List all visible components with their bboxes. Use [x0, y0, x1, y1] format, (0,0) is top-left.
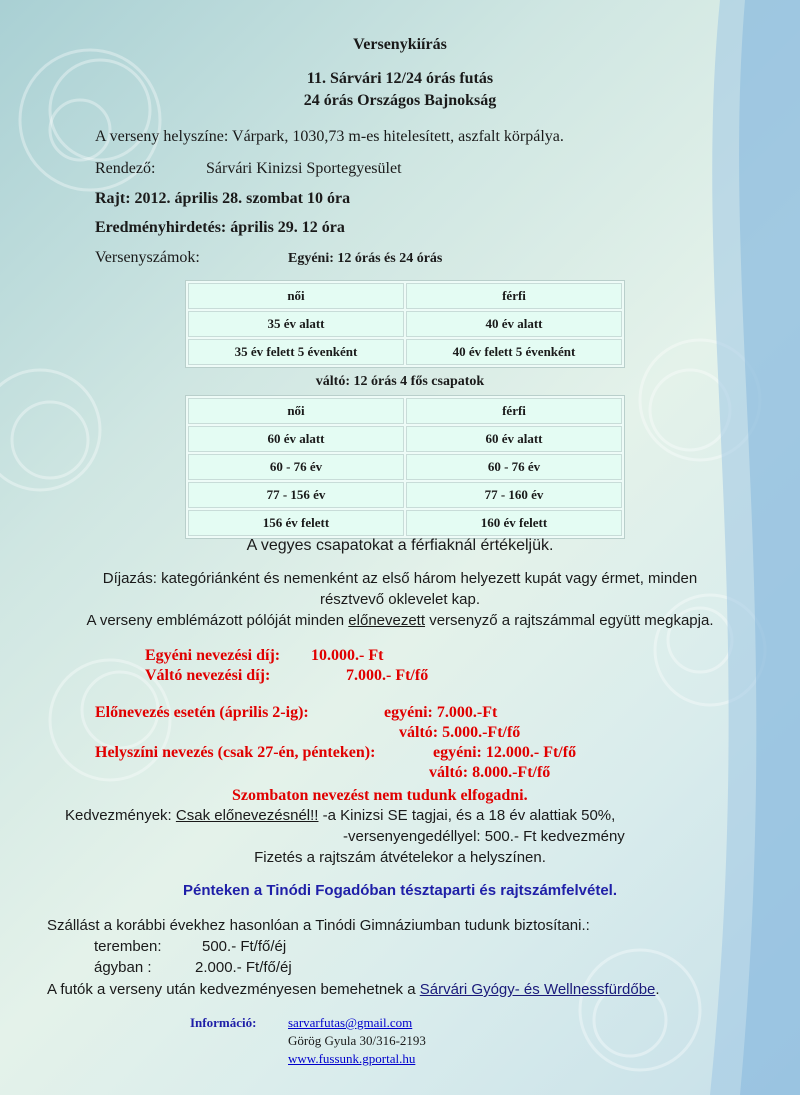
table-cell: 77 - 156 év — [188, 482, 404, 508]
onsite-registration-individual: egyéni: 12.000.- Ft/fő — [433, 744, 577, 761]
table-cell: 40 év felett 5 évenként — [406, 339, 622, 365]
table-row — [188, 283, 622, 309]
shirt-note — [0, 612, 800, 629]
spa-note — [47, 981, 660, 998]
spa-note-pre: A futók a verseny után kedvezményesen bemehetnek a — [47, 981, 420, 998]
organizer-name: Sárvári Kinizsi Sportegyesület — [206, 160, 402, 177]
relay-category-table — [185, 395, 625, 539]
table-row — [188, 311, 622, 337]
table-cell: női — [188, 398, 404, 424]
table-cell: 35 év felett 5 évenként — [188, 339, 404, 365]
individual-heading: Egyéni: 12 órás és 24 órás — [288, 251, 443, 266]
pre-registration-label: Előnevezés esetén (április 2-ig): — [95, 704, 309, 721]
relay-heading: váltó: 12 órás 4 fős csapatok — [315, 374, 485, 389]
discounts-line-2: -versenyengedéllyel: 500.- Ft kedvezmény — [343, 828, 625, 845]
table-cell: 40 év alatt — [406, 311, 622, 337]
info-contact: Görög Gyula 30/316-2193 — [288, 1033, 426, 1048]
accommodation-text: Szállást a korábbi évekhez hasonlóan a Tinódi Gimnáziumban tudunk biztosítani.: — [47, 917, 590, 934]
organizer-label: Rendező: — [95, 160, 156, 177]
onsite-registration-label: Helyszíni nevezés (csak 27-én, pénteken): — [95, 744, 376, 761]
table-cell: női — [188, 283, 404, 309]
individual-fee-value: 10.000.- Ft — [311, 647, 384, 664]
table-cell: férfi — [406, 398, 622, 424]
spa-link[interactable]: Sárvári Gyógy- és Wellnessfürdőbe — [419, 981, 656, 998]
table-cell: 60 év alatt — [406, 426, 622, 452]
page-title: Versenykiírás — [353, 36, 447, 53]
table-row — [188, 510, 622, 536]
spa-note-post: . — [655, 981, 660, 998]
venue-text: A verseny helyszíne: Várpark, 1030,73 m-es hitelesített, aszfalt körpálya. — [95, 128, 564, 145]
individual-fee-label: Egyéni nevezési díj: — [145, 647, 281, 664]
individual-category-table — [185, 280, 625, 368]
room-label: teremben: — [94, 938, 162, 955]
onsite-registration-relay: váltó: 8.000.-Ft/fő — [429, 764, 551, 781]
pre-registered-link[interactable]: előnevezett — [348, 612, 426, 629]
table-cell: 60 - 76 év — [406, 454, 622, 480]
room-price: 500.- Ft/fő/éj — [202, 938, 287, 955]
relay-fee-value: 7.000.- Ft/fő — [346, 667, 429, 684]
table-cell: 60 év alatt — [188, 426, 404, 452]
prizes-line-1: Díjazás: kategóriánként és nemenként az első három helyezett kupát vagy érmet, minden — [102, 570, 698, 587]
table-row — [188, 339, 622, 365]
table-row — [188, 398, 622, 424]
prizes-line-2: résztvevő oklevelet kap. — [319, 591, 481, 608]
relay-fee-label: Váltó nevezési díj: — [145, 667, 271, 684]
event-subtitle: 11. Sárvári 12/24 órás futás — [306, 70, 494, 87]
pre-registration-relay: váltó: 5.000.-Ft/fő — [399, 724, 521, 741]
events-label: Versenyszámok: — [95, 249, 200, 266]
table-cell: 156 év felett — [188, 510, 404, 536]
info-website-link[interactable]: www.fussunk.gportal.hu — [288, 1051, 416, 1066]
friday-event-note: Pénteken a Tinódi Fogadóban tésztaparti és rajtszámfelvétel. — [182, 882, 617, 899]
info-label: Információ: — [190, 1015, 257, 1030]
table-cell: 35 év alatt — [188, 311, 404, 337]
table-row — [188, 454, 622, 480]
pre-registration-only-link[interactable]: Csak előnevezésnél!! — [175, 807, 319, 824]
table-row — [188, 482, 622, 508]
table-cell: 160 év felett — [406, 510, 622, 536]
shirt-note-post: versenyző a rajtszámmal együtt megkapja. — [425, 612, 714, 629]
discounts-label: Kedvezmények: — [65, 807, 176, 824]
mixed-team-note: A vegyes csapatokat a férfiaknál értékeljük. — [246, 537, 554, 554]
bed-price: 2.000.- Ft/fő/éj — [195, 959, 292, 976]
payment-note: Fizetés a rajtszám átvételekor a helyszínen. — [254, 849, 546, 866]
start-time: Rajt: 2012. április 28. szombat 10 óra — [95, 190, 351, 207]
table-cell: férfi — [406, 283, 622, 309]
championship-subtitle: 24 órás Országos Bajnokság — [303, 92, 497, 109]
no-saturday-registration: Szombaton nevezést nem tudunk elfogadni. — [232, 787, 528, 804]
table-cell: 60 - 76 év — [188, 454, 404, 480]
discounts-line-1 — [65, 807, 615, 824]
table-cell: 77 - 160 év — [406, 482, 622, 508]
discounts-text: -a Kinizsi SE tagjai, és a 18 év alattiak 50%, — [318, 807, 616, 824]
shirt-note-pre: A verseny emblémázott pólóját minden — [86, 612, 349, 629]
table-row — [188, 426, 622, 452]
results-time: Eredményhirdetés: április 29. 12 óra — [95, 219, 345, 236]
info-email-link[interactable]: sarvarfutas@gmail.com — [288, 1015, 413, 1030]
pre-registration-individual: egyéni: 7.000.-Ft — [384, 704, 498, 721]
bed-label: ágyban : — [94, 959, 152, 976]
